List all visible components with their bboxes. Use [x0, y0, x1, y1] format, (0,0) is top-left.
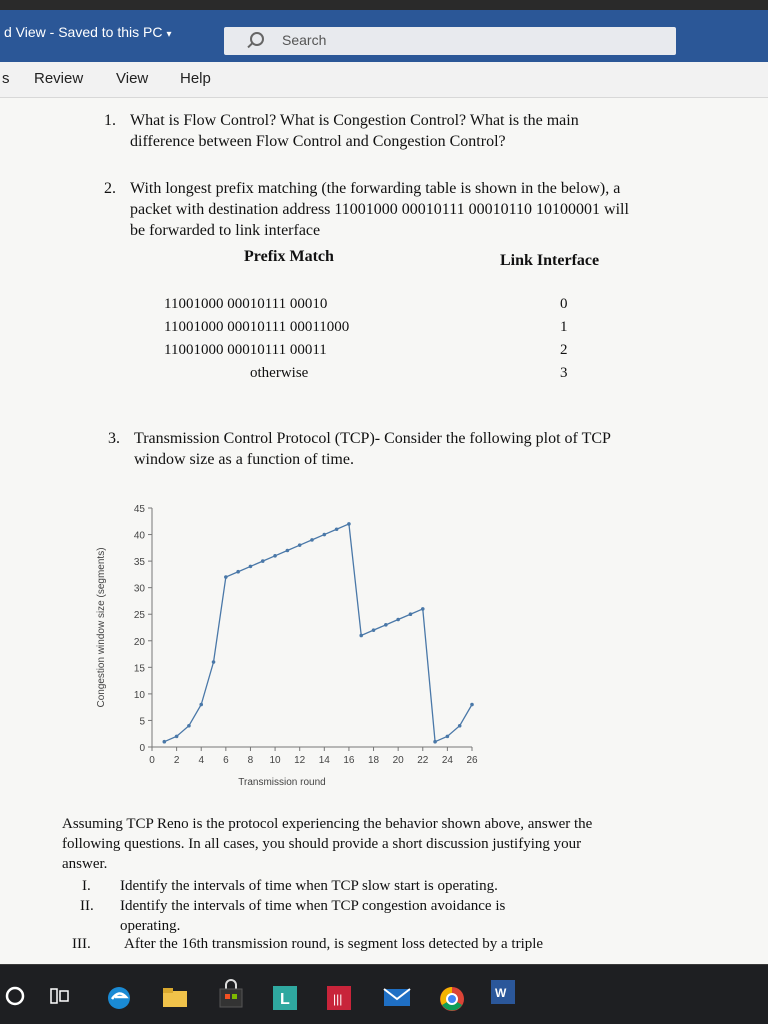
data-point — [384, 623, 388, 627]
table-row-prefix: 11001000 00010111 00011 — [164, 342, 327, 358]
subquestion-3 — [72, 934, 544, 954]
menu-item-help[interactable]: Help — [180, 70, 211, 87]
question-3 — [108, 428, 611, 470]
instructions-paragraph — [62, 814, 592, 874]
table-row-prefix: 11001000 00010111 00011000 — [164, 319, 350, 335]
instructions-line-1: Assuming TCP Reno is the protocol experiencing the behavior shown above, answer the — [62, 816, 593, 832]
menu-item-partial[interactable]: s — [2, 70, 10, 87]
data-point — [187, 724, 191, 728]
subquestion-2 — [80, 896, 506, 936]
subquestion-2-text-2: operating. — [120, 918, 181, 934]
data-point — [175, 735, 179, 739]
document-page[interactable] — [0, 98, 768, 964]
search-input[interactable] — [224, 27, 676, 55]
chevron-down-icon[interactable]: ▾ — [166, 29, 172, 40]
menu-item-view[interactable]: View — [116, 70, 149, 87]
data-point — [372, 628, 376, 632]
data-point — [470, 703, 474, 707]
launcher-icon[interactable] — [272, 985, 298, 1011]
search-placeholder: Search — [282, 32, 327, 48]
data-point — [433, 740, 437, 744]
series-line — [164, 524, 472, 742]
svg-text:W: W — [495, 986, 507, 1000]
instructions-line-2: following questions. In all cases, you should provide a short discussion justifying your — [62, 836, 582, 852]
y-tick-label: 0 — [139, 743, 145, 754]
x-tick-label: 2 — [173, 755, 180, 766]
mail-icon[interactable] — [382, 985, 412, 1009]
x-tick-label: 26 — [466, 755, 478, 766]
cortana-icon[interactable] — [4, 985, 26, 1007]
menu-item-review[interactable]: Review — [34, 70, 84, 87]
data-point — [236, 570, 240, 574]
question-1-line-2: difference between Flow Control and Congestion Control? — [130, 133, 506, 150]
store-icon[interactable] — [218, 979, 244, 1009]
y-tick-label: 35 — [133, 557, 145, 569]
data-point — [199, 703, 203, 707]
task-view-icon[interactable] — [48, 985, 70, 1007]
data-point — [458, 724, 462, 728]
app-icon[interactable] — [326, 985, 352, 1011]
table-header-link: Link Interface — [500, 252, 600, 269]
question-1 — [104, 110, 579, 152]
data-point — [286, 549, 290, 553]
x-tick-label: 16 — [343, 755, 355, 766]
data-point — [396, 618, 400, 622]
data-point — [359, 634, 363, 638]
question-3-line-2: window size as a function of time. — [134, 451, 354, 468]
y-tick-label: 40 — [133, 530, 145, 542]
x-tick-label: 18 — [367, 755, 380, 766]
y-axis-label: Congestion window size (segments) — [96, 547, 107, 708]
cwnd-chart — [86, 494, 486, 794]
window-title[interactable] — [4, 24, 172, 40]
data-point — [347, 522, 351, 526]
x-tick-label: 8 — [247, 755, 254, 766]
table-row-prefix: 11001000 00010111 00010 — [164, 296, 328, 312]
question-2-number: 2. — [104, 180, 116, 197]
x-tick-label: 20 — [392, 755, 404, 766]
word-icon[interactable] — [490, 979, 516, 1005]
x-axis-label: Transmission round — [238, 777, 326, 788]
data-point — [224, 575, 228, 579]
question-3-line-1: Transmission Control Protocol (TCP)- Consider the following plot of TCP — [134, 430, 611, 447]
x-tick-label: 0 — [149, 755, 155, 766]
question-2-line-1: With longest prefix matching (the forwarding table is shown in the below), a — [130, 180, 621, 197]
y-tick-label: 15 — [133, 663, 145, 675]
x-tick-label: 6 — [223, 755, 229, 766]
svg-text:L: L — [280, 991, 290, 1008]
y-tick-label: 45 — [133, 504, 145, 515]
question-2-line-2: packet with destination address 11001000 00010111 00010110 10100001 will — [130, 201, 629, 218]
data-point — [212, 660, 216, 664]
data-point — [163, 740, 167, 744]
subquestion-3-number: III. — [72, 936, 91, 952]
ribbon-menu — [0, 62, 768, 98]
file-explorer-icon[interactable] — [162, 985, 188, 1009]
subquestion-2-text: Identify the intervals of time when TCP congestion avoidance is — [120, 898, 506, 914]
data-point — [335, 527, 339, 531]
edge-icon[interactable] — [106, 985, 132, 1011]
data-point — [409, 612, 413, 616]
search-icon — [250, 32, 264, 46]
subquestion-2-number: II. — [80, 898, 94, 914]
data-point — [249, 565, 253, 569]
data-point — [298, 543, 302, 547]
question-2 — [104, 178, 629, 241]
title-bar — [0, 10, 768, 62]
table-row-link: 3 — [560, 365, 568, 381]
table-row-link: 2 — [560, 342, 568, 358]
data-point — [273, 554, 277, 558]
subquestion-3-text: After the 16th transmission round, is segment loss detected by a triple — [124, 936, 544, 952]
data-point — [446, 735, 450, 739]
data-point — [310, 538, 314, 542]
subquestion-1-number: I. — [82, 878, 91, 894]
x-tick-label: 4 — [198, 755, 205, 766]
table-row-link: 0 — [560, 296, 568, 312]
x-tick-label: 12 — [294, 755, 306, 766]
x-tick-label: 22 — [417, 755, 429, 766]
data-point — [261, 559, 265, 563]
y-tick-label: 5 — [139, 716, 145, 728]
window-title-text: d View - Saved to this PC — [4, 24, 163, 40]
y-tick-label: 25 — [133, 610, 145, 622]
table-row-prefix: otherwise — [250, 365, 309, 381]
y-tick-label: 10 — [133, 689, 145, 701]
x-tick-label: 10 — [269, 755, 281, 766]
question-3-number: 3. — [108, 430, 120, 447]
taskbar — [0, 964, 768, 1024]
y-tick-label: 30 — [133, 583, 145, 595]
x-tick-label: 24 — [441, 755, 453, 766]
x-tick-label: 14 — [318, 755, 330, 766]
question-1-number: 1. — [104, 112, 116, 129]
question-1-line-1: What is Flow Control? What is Congestion Control? What is the main — [130, 112, 579, 129]
data-point — [323, 533, 327, 537]
subquestion-1 — [82, 876, 498, 896]
data-point — [421, 607, 425, 611]
table-header-prefix: Prefix Match — [244, 248, 334, 265]
chrome-icon[interactable] — [438, 985, 466, 1013]
svg-text:|||: ||| — [333, 992, 343, 1006]
table-row-link: 1 — [560, 319, 568, 335]
question-2-line-3: be forwarded to link interface — [130, 222, 321, 239]
y-tick-label: 20 — [133, 636, 145, 648]
subquestion-1-text: Identify the intervals of time when TCP slow start is operating. — [120, 878, 498, 894]
instructions-line-3: answer. — [62, 856, 108, 872]
